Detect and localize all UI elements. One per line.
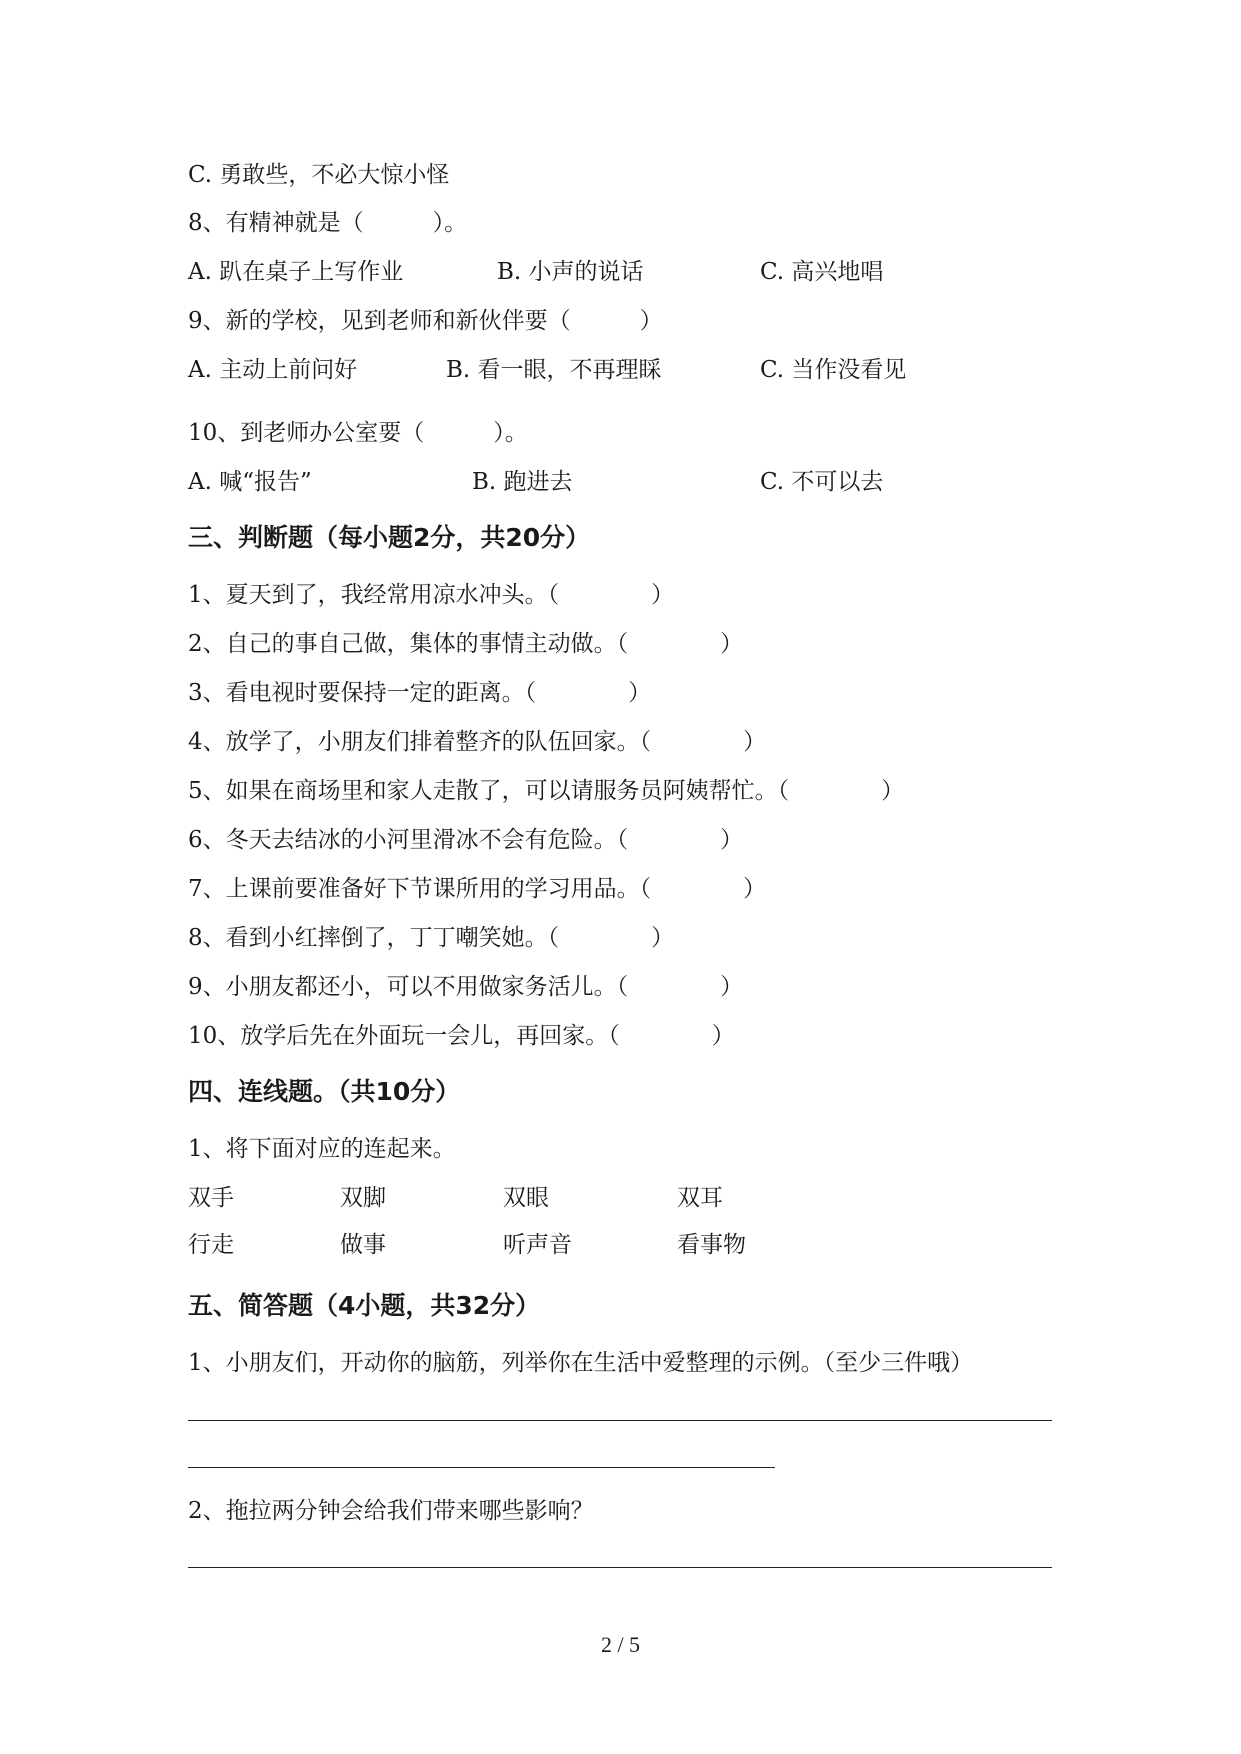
match-top-item: 双耳 (677, 1185, 723, 1211)
match-bottom-item: 听声音 (503, 1232, 572, 1258)
question-8: 8、有精神就是（ ）。 (188, 210, 468, 236)
option-q9-b: B. 看一眼，不再理睬 (446, 357, 662, 383)
judge-item: 9、小朋友都还小，可以不用做家务活儿。（ ） (188, 974, 744, 1000)
section-5-title: 五、简答题（4小题，共32分） (188, 1291, 541, 1320)
matching-question: 1、将下面对应的连起来。 (188, 1136, 456, 1162)
question-9: 9、新的学校，见到老师和新伙伴要（ ） (188, 308, 663, 334)
section-4-title: 四、连线题。（共10分） (188, 1077, 461, 1106)
match-bottom-item: 行走 (188, 1232, 234, 1258)
option-q10-b: B. 跑进去 (472, 469, 573, 495)
match-top-item: 双眼 (503, 1185, 549, 1211)
judge-item: 2、自己的事自己做，集体的事情主动做。（ ） (188, 631, 744, 657)
option-q10-c: C. 不可以去 (760, 469, 884, 495)
option-q8-c: C. 高兴地唱 (760, 259, 884, 285)
option-q9-a: A. 主动上前问好 (188, 357, 358, 383)
judge-item: 4、放学了，小朋友们排着整齐的队伍回家。（ ） (188, 729, 767, 755)
judge-item: 5、如果在商场里和家人走散了，可以请服务员阿姨帮忙。（ ） (188, 778, 905, 804)
option-q9-c: C. 当作没看见 (760, 357, 907, 383)
option-q8-a: A. 趴在桌子上写作业 (188, 259, 404, 285)
option-q10-a: A. 喊“报告” (188, 469, 312, 495)
option-q8-b: B. 小声的说话 (497, 259, 644, 285)
match-bottom-item: 看事物 (677, 1232, 746, 1258)
answer-line[interactable] (188, 1567, 1052, 1568)
judge-item: 10、放学后先在外面玩一会儿，再回家。（ ） (188, 1023, 735, 1049)
answer-line[interactable] (188, 1420, 1052, 1421)
judge-item: 3、看电视时要保持一定的距离。（ ） (188, 680, 652, 706)
page-number: 2 / 5 (600, 1632, 641, 1657)
judge-item: 7、上课前要准备好下节课所用的学习用品。（ ） (188, 876, 767, 902)
match-top-item: 双脚 (340, 1185, 386, 1211)
match-top-item: 双手 (188, 1185, 234, 1211)
judge-item: 8、看到小红摔倒了，丁丁嘲笑她。（ ） (188, 925, 675, 951)
judge-item: 1、夏天到了，我经常用凉水冲头。（ ） (188, 582, 675, 608)
answer-line[interactable] (188, 1467, 775, 1468)
option-q7-c: C. 勇敢些，不必大惊小怪 (188, 162, 450, 188)
short-answer-question-2: 2、拖拉两分钟会给我们带来哪些影响？ (188, 1498, 594, 1524)
section-3-title: 三、判断题（每小题2分，共20分） (188, 523, 591, 552)
judge-item: 6、冬天去结冰的小河里滑冰不会有危险。（ ） (188, 827, 744, 853)
match-bottom-item: 做事 (340, 1232, 386, 1258)
question-10: 10、到老师办公室要（ ）。 (188, 420, 528, 446)
short-answer-question-1: 1、小朋友们，开动你的脑筋，列举你在生活中爱整理的示例。（至少三件哦） (188, 1350, 974, 1376)
